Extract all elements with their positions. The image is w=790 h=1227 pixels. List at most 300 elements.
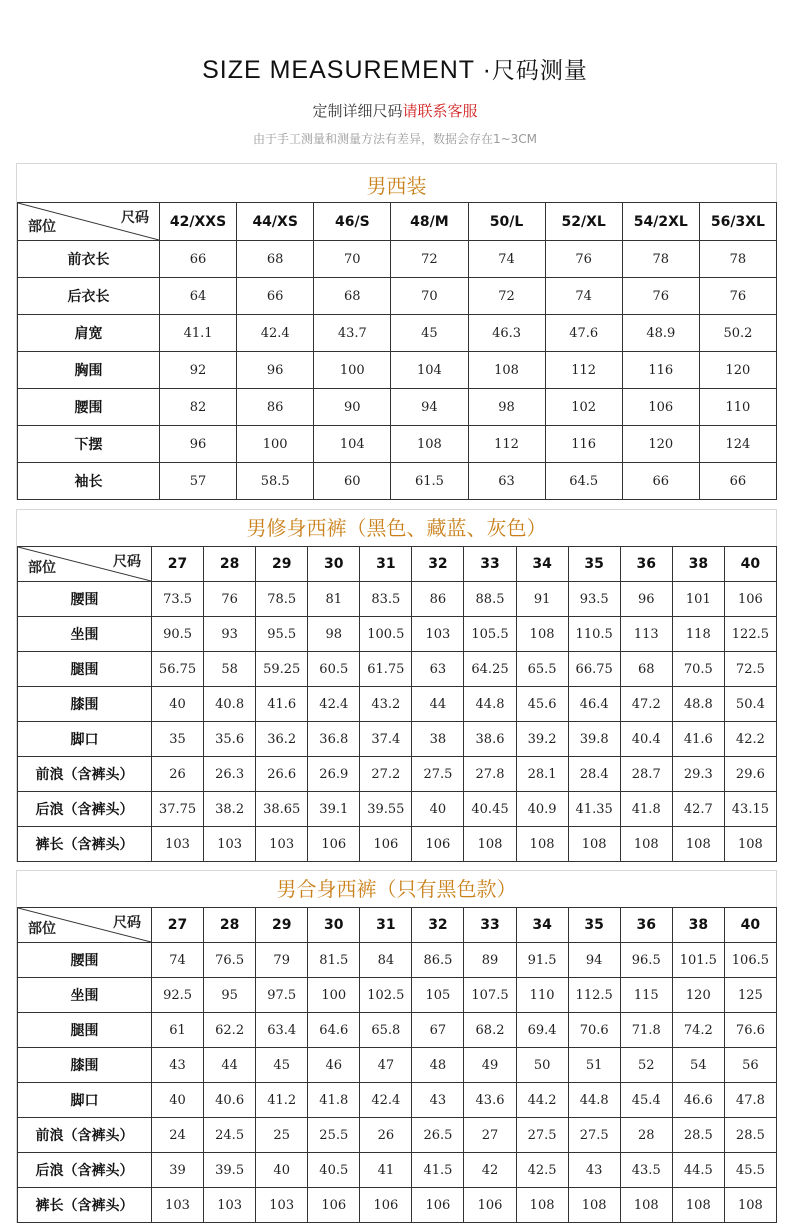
size-column-header: 38 <box>672 547 724 582</box>
measurement-value: 39 <box>152 1153 204 1188</box>
measurement-value: 64.5 <box>545 463 622 500</box>
measurement-value: 27.5 <box>412 757 464 792</box>
measurement-label: 前衣长 <box>18 241 160 278</box>
table-row <box>18 582 777 617</box>
measurement-label: 前浪（含裤头） <box>18 1118 152 1153</box>
measurement-value: 26 <box>360 1118 412 1153</box>
measurement-note: 由于手工测量和测量方法有差异，数据会存在1~3CM <box>252 132 538 146</box>
measurement-label: 脚口 <box>18 1083 152 1118</box>
measurement-value: 44 <box>204 1048 256 1083</box>
measurement-value: 108 <box>724 1188 776 1223</box>
measurement-value: 47.8 <box>724 1083 776 1118</box>
size-column-header: 32 <box>412 547 464 582</box>
size-column-header: 36 <box>620 547 672 582</box>
measurement-value: 72 <box>391 241 468 278</box>
measurement-value: 116 <box>622 352 699 389</box>
measurement-value: 66 <box>699 463 776 500</box>
size-column-header: 33 <box>464 547 516 582</box>
measurement-value: 43.7 <box>314 315 391 352</box>
measurement-value: 26.9 <box>308 757 360 792</box>
measurement-value: 40.4 <box>620 722 672 757</box>
size-column-header: 30 <box>308 908 360 943</box>
measurement-value: 112.5 <box>568 978 620 1013</box>
measurement-value: 66.75 <box>568 652 620 687</box>
measurement-value: 106 <box>724 582 776 617</box>
measurement-value: 43.5 <box>620 1153 672 1188</box>
measurement-value: 26.5 <box>412 1118 464 1153</box>
measurement-value: 76 <box>204 582 256 617</box>
measurement-label: 袖长 <box>18 463 160 500</box>
table-row <box>18 827 777 862</box>
measurement-value: 108 <box>568 827 620 862</box>
measurement-value: 42 <box>464 1153 516 1188</box>
measurement-value: 56.75 <box>152 652 204 687</box>
measurement-value: 68 <box>314 278 391 315</box>
measurement-value: 27.2 <box>360 757 412 792</box>
measurement-value: 41.8 <box>308 1083 360 1118</box>
measurement-value: 108 <box>468 352 545 389</box>
subtitle-plain: 定制详细尺码 <box>312 102 403 120</box>
size-column-header: 32 <box>412 908 464 943</box>
measurement-value: 102 <box>545 389 622 426</box>
measurement-value: 47.2 <box>620 687 672 722</box>
measurement-value: 76.6 <box>724 1013 776 1048</box>
measurement-value: 106 <box>464 1188 516 1223</box>
measurement-value: 110 <box>699 389 776 426</box>
measurement-value: 39.8 <box>568 722 620 757</box>
measurement-value: 76 <box>622 278 699 315</box>
measurement-label: 腰围 <box>18 389 160 426</box>
measurement-value: 40.5 <box>308 1153 360 1188</box>
measurement-value: 59.25 <box>256 652 308 687</box>
measurement-value: 106 <box>412 827 464 862</box>
measurement-value: 78 <box>699 241 776 278</box>
measurement-value: 94 <box>568 943 620 978</box>
measurement-value: 106.5 <box>724 943 776 978</box>
measurement-value: 68 <box>237 241 314 278</box>
measurement-value: 82 <box>160 389 237 426</box>
measurement-label: 膝围 <box>18 687 152 722</box>
size-column-header: 56/3XL <box>699 203 776 241</box>
slim-pants-size-panel <box>16 509 777 862</box>
measurement-value: 100 <box>314 352 391 389</box>
size-column-header: 42/XXS <box>160 203 237 241</box>
measurement-value: 88.5 <box>464 582 516 617</box>
corner-part-label: 部位 <box>28 219 56 235</box>
measurement-value: 68.2 <box>464 1013 516 1048</box>
size-column-header: 46/S <box>314 203 391 241</box>
measurement-value: 45 <box>256 1048 308 1083</box>
measurement-value: 52 <box>620 1048 672 1083</box>
measurement-label: 裤长（含裤头） <box>18 1188 152 1223</box>
regular-pants-size-panel <box>16 870 777 1223</box>
measurement-label: 腿围 <box>18 652 152 687</box>
table-row <box>18 1083 777 1118</box>
measurement-value: 120 <box>672 978 724 1013</box>
measurement-value: 28.5 <box>672 1118 724 1153</box>
measurement-value: 27.5 <box>568 1118 620 1153</box>
measurement-label: 腰围 <box>18 582 152 617</box>
measurement-value: 43.2 <box>360 687 412 722</box>
measurement-value: 42.4 <box>308 687 360 722</box>
measurement-value: 74 <box>545 278 622 315</box>
measurement-value: 43.15 <box>724 792 776 827</box>
measurement-label: 下摆 <box>18 426 160 463</box>
table-row <box>18 722 777 757</box>
measurement-value: 70 <box>314 241 391 278</box>
measurement-value: 42.5 <box>516 1153 568 1188</box>
measurement-label: 腰围 <box>18 943 152 978</box>
measurement-value: 94 <box>391 389 468 426</box>
measurement-value: 125 <box>724 978 776 1013</box>
measurement-value: 68 <box>620 652 672 687</box>
slim-pants-table-title: 男修身西裤（黑色、藏蓝、灰色） <box>246 516 547 540</box>
measurement-value: 92 <box>160 352 237 389</box>
measurement-value: 103 <box>152 1188 204 1223</box>
measurement-value: 108 <box>516 617 568 652</box>
measurement-value: 100 <box>308 978 360 1013</box>
measurement-value: 100.5 <box>360 617 412 652</box>
suit-table-title: 男西装 <box>366 174 427 198</box>
measurement-value: 27.8 <box>464 757 516 792</box>
header-row <box>18 908 777 943</box>
measurement-value: 43 <box>568 1153 620 1188</box>
measurement-value: 27 <box>464 1118 516 1153</box>
header-row <box>18 203 777 241</box>
measurement-value: 50.2 <box>699 315 776 352</box>
measurement-value: 93 <box>204 617 256 652</box>
measurement-value: 100 <box>237 426 314 463</box>
measurement-value: 44.8 <box>464 687 516 722</box>
measurement-value: 50.4 <box>724 687 776 722</box>
measurement-value: 45.6 <box>516 687 568 722</box>
measurement-value: 26 <box>152 757 204 792</box>
size-column-header: 27 <box>152 547 204 582</box>
corner-cell <box>18 908 152 943</box>
page-title <box>0 52 790 85</box>
measurement-value: 28.1 <box>516 757 568 792</box>
measurement-value: 45.5 <box>724 1153 776 1188</box>
measurement-value: 41.1 <box>160 315 237 352</box>
measurement-value: 103 <box>256 1188 308 1223</box>
measurement-value: 46.3 <box>468 315 545 352</box>
measurement-value: 120 <box>622 426 699 463</box>
measurement-value: 48.9 <box>622 315 699 352</box>
measurement-value: 47 <box>360 1048 412 1083</box>
measurement-value: 105.5 <box>464 617 516 652</box>
measurement-value: 84 <box>360 943 412 978</box>
measurement-label: 后衣长 <box>18 278 160 315</box>
measurement-value: 95 <box>204 978 256 1013</box>
size-column-header: 35 <box>568 547 620 582</box>
measurement-value: 96 <box>620 582 672 617</box>
subtitle <box>0 100 790 121</box>
measurement-value: 51 <box>568 1048 620 1083</box>
measurement-value: 41.6 <box>672 722 724 757</box>
measurement-value: 57 <box>160 463 237 500</box>
corner-part-label: 部位 <box>28 921 56 937</box>
measurement-value: 86.5 <box>412 943 464 978</box>
measurement-value: 41.5 <box>412 1153 464 1188</box>
size-column-header: 27 <box>152 908 204 943</box>
measurement-value: 44.2 <box>516 1083 568 1118</box>
size-column-header: 28 <box>204 908 256 943</box>
measurement-value: 108 <box>724 827 776 862</box>
measurement-value: 108 <box>516 1188 568 1223</box>
measurement-value: 36.2 <box>256 722 308 757</box>
measurement-value: 37.4 <box>360 722 412 757</box>
table-row <box>18 278 777 315</box>
measurement-value: 24.5 <box>204 1118 256 1153</box>
measurement-value: 83.5 <box>360 582 412 617</box>
size-column-header: 31 <box>360 908 412 943</box>
measurement-value: 37.75 <box>152 792 204 827</box>
measurement-value: 60 <box>314 463 391 500</box>
measurement-value: 35 <box>152 722 204 757</box>
measurement-value: 46.4 <box>568 687 620 722</box>
measurement-value: 24 <box>152 1118 204 1153</box>
measurement-value: 104 <box>391 352 468 389</box>
measurement-value: 78.5 <box>256 582 308 617</box>
size-column-header: 34 <box>516 908 568 943</box>
table-row <box>18 792 777 827</box>
measurement-label: 腿围 <box>18 1013 152 1048</box>
measurement-value: 74 <box>468 241 545 278</box>
measurement-label: 后浪（含裤头） <box>18 792 152 827</box>
size-column-header: 40 <box>724 547 776 582</box>
measurement-value: 115 <box>620 978 672 1013</box>
measurement-value: 48 <box>412 1048 464 1083</box>
measurement-label: 坐围 <box>18 617 152 652</box>
size-column-header: 44/XS <box>237 203 314 241</box>
measurement-value: 74.2 <box>672 1013 724 1048</box>
measurement-label: 前浪（含裤头） <box>18 757 152 792</box>
measurement-value: 69.4 <box>516 1013 568 1048</box>
measurement-value: 26.6 <box>256 757 308 792</box>
corner-size-label: 尺码 <box>121 210 149 226</box>
table-row <box>18 463 777 500</box>
measurement-value: 62.2 <box>204 1013 256 1048</box>
measurement-value: 61.5 <box>391 463 468 500</box>
measurement-value: 108 <box>568 1188 620 1223</box>
size-column-header: 48/M <box>391 203 468 241</box>
measurement-value: 43 <box>152 1048 204 1083</box>
measurement-value: 48.8 <box>672 687 724 722</box>
measurement-value: 61 <box>152 1013 204 1048</box>
measurement-value: 81.5 <box>308 943 360 978</box>
measurement-label: 后浪（含裤头） <box>18 1153 152 1188</box>
table-row <box>18 1048 777 1083</box>
measurement-value: 95.5 <box>256 617 308 652</box>
measurement-value: 108 <box>516 827 568 862</box>
measurement-value: 101 <box>672 582 724 617</box>
measurement-value: 25.5 <box>308 1118 360 1153</box>
size-column-header: 28 <box>204 547 256 582</box>
size-column-header: 36 <box>620 908 672 943</box>
measurement-value: 42.4 <box>360 1083 412 1118</box>
measurement-value: 70 <box>391 278 468 315</box>
measurement-value: 102.5 <box>360 978 412 1013</box>
corner-cell <box>18 203 160 241</box>
measurement-value: 38.2 <box>204 792 256 827</box>
measurement-value: 40.8 <box>204 687 256 722</box>
table-row <box>18 315 777 352</box>
measurement-value: 101.5 <box>672 943 724 978</box>
measurement-value: 43 <box>412 1083 464 1118</box>
measurement-value: 108 <box>620 1188 672 1223</box>
measurement-label: 坐围 <box>18 978 152 1013</box>
measurement-value: 39.55 <box>360 792 412 827</box>
measurement-value: 106 <box>360 1188 412 1223</box>
header-row <box>18 547 777 582</box>
table-row <box>18 757 777 792</box>
measurement-value: 108 <box>672 827 724 862</box>
table-row <box>18 389 777 426</box>
measurement-value: 28.4 <box>568 757 620 792</box>
measurement-value: 106 <box>412 1188 464 1223</box>
measurement-value: 41.35 <box>568 792 620 827</box>
measurement-value: 44.8 <box>568 1083 620 1118</box>
measurement-value: 26.3 <box>204 757 256 792</box>
measurement-value: 63.4 <box>256 1013 308 1048</box>
measurement-value: 108 <box>464 827 516 862</box>
measurement-value: 36.8 <box>308 722 360 757</box>
table-row <box>18 978 777 1013</box>
measurement-value: 124 <box>699 426 776 463</box>
size-column-header: 52/XL <box>545 203 622 241</box>
measurement-value: 103 <box>152 827 204 862</box>
measurement-value: 76 <box>545 241 622 278</box>
measurement-value: 45.4 <box>620 1083 672 1118</box>
measurement-value: 29.3 <box>672 757 724 792</box>
measurement-value: 96 <box>160 426 237 463</box>
measurement-value: 41.8 <box>620 792 672 827</box>
measurement-value: 44.5 <box>672 1153 724 1188</box>
measurement-value: 76.5 <box>204 943 256 978</box>
measurement-value: 70.6 <box>568 1013 620 1048</box>
measurement-value: 40 <box>412 792 464 827</box>
measurement-value: 58.5 <box>237 463 314 500</box>
suit-size-panel <box>16 163 777 500</box>
measurement-value: 108 <box>672 1188 724 1223</box>
measurement-value: 40.6 <box>204 1083 256 1118</box>
table-row <box>18 1153 777 1188</box>
title-en: SIZE MEASUREMENT <box>202 56 475 84</box>
measurement-value: 41.6 <box>256 687 308 722</box>
measurement-value: 64 <box>160 278 237 315</box>
measurement-value: 91 <box>516 582 568 617</box>
measurement-value: 27.5 <box>516 1118 568 1153</box>
measurement-value: 67 <box>412 1013 464 1048</box>
measurement-value: 50 <box>516 1048 568 1083</box>
measurement-value: 72 <box>468 278 545 315</box>
measurement-label: 脚口 <box>18 722 152 757</box>
measurement-value: 106 <box>622 389 699 426</box>
measurement-value: 92.5 <box>152 978 204 1013</box>
measurement-value: 90 <box>314 389 391 426</box>
measurement-value: 64.25 <box>464 652 516 687</box>
measurement-value: 81 <box>308 582 360 617</box>
measurement-value: 40.9 <box>516 792 568 827</box>
table-row <box>18 652 777 687</box>
measurement-value: 113 <box>620 617 672 652</box>
measurement-value: 103 <box>204 827 256 862</box>
measurement-value: 25 <box>256 1118 308 1153</box>
measurement-value: 35.6 <box>204 722 256 757</box>
measurement-value: 86 <box>237 389 314 426</box>
measurement-value: 56 <box>724 1048 776 1083</box>
measurement-value: 63 <box>412 652 464 687</box>
measurement-value: 40 <box>152 687 204 722</box>
measurement-value: 40.45 <box>464 792 516 827</box>
corner-size-label: 尺码 <box>113 554 141 570</box>
measurement-value: 91.5 <box>516 943 568 978</box>
measurement-value: 38.6 <box>464 722 516 757</box>
measurement-value: 76 <box>699 278 776 315</box>
measurement-value: 42.2 <box>724 722 776 757</box>
measurement-value: 66 <box>237 278 314 315</box>
measurement-value: 107.5 <box>464 978 516 1013</box>
measurement-value: 38.65 <box>256 792 308 827</box>
measurement-value: 96.5 <box>620 943 672 978</box>
measurement-value: 65.5 <box>516 652 568 687</box>
size-column-header: 34 <box>516 547 568 582</box>
measurement-value: 61.75 <box>360 652 412 687</box>
measurement-value: 106 <box>360 827 412 862</box>
measurement-value: 112 <box>468 426 545 463</box>
measurement-value: 28 <box>620 1118 672 1153</box>
measurement-value: 106 <box>308 1188 360 1223</box>
page-header <box>0 0 790 160</box>
table-row <box>18 1188 777 1223</box>
size-column-header: 31 <box>360 547 412 582</box>
contact-service-text: 请联系客服 <box>402 102 478 120</box>
suit-size-table <box>17 202 777 500</box>
table-row <box>18 617 777 652</box>
table-row <box>18 1013 777 1048</box>
measurement-value: 79 <box>256 943 308 978</box>
measurement-value: 40 <box>256 1153 308 1188</box>
measurement-value: 60.5 <box>308 652 360 687</box>
measurement-label: 肩宽 <box>18 315 160 352</box>
measurement-value: 39.1 <box>308 792 360 827</box>
measurement-value: 28.7 <box>620 757 672 792</box>
measurement-value: 63 <box>468 463 545 500</box>
measurement-value: 103 <box>256 827 308 862</box>
table-row <box>18 943 777 978</box>
size-column-header: 29 <box>256 908 308 943</box>
measurement-value: 28.5 <box>724 1118 776 1153</box>
title-dot: · <box>474 56 492 84</box>
measurement-value: 97.5 <box>256 978 308 1013</box>
measurement-value: 71.8 <box>620 1013 672 1048</box>
measurement-value: 106 <box>308 827 360 862</box>
size-column-header: 29 <box>256 547 308 582</box>
table-row <box>18 241 777 278</box>
measurement-value: 93.5 <box>568 582 620 617</box>
regular-pants-table-title: 男合身西裤（只有黑色款） <box>276 877 517 901</box>
size-column-header: 50/L <box>468 203 545 241</box>
measurement-value: 41.2 <box>256 1083 308 1118</box>
measurement-value: 74 <box>152 943 204 978</box>
size-column-header: 40 <box>724 908 776 943</box>
measurement-value: 120 <box>699 352 776 389</box>
measurement-value: 70.5 <box>672 652 724 687</box>
measurement-value: 86 <box>412 582 464 617</box>
measurement-value: 39.5 <box>204 1153 256 1188</box>
size-column-header: 38 <box>672 908 724 943</box>
measurement-value: 45 <box>391 315 468 352</box>
